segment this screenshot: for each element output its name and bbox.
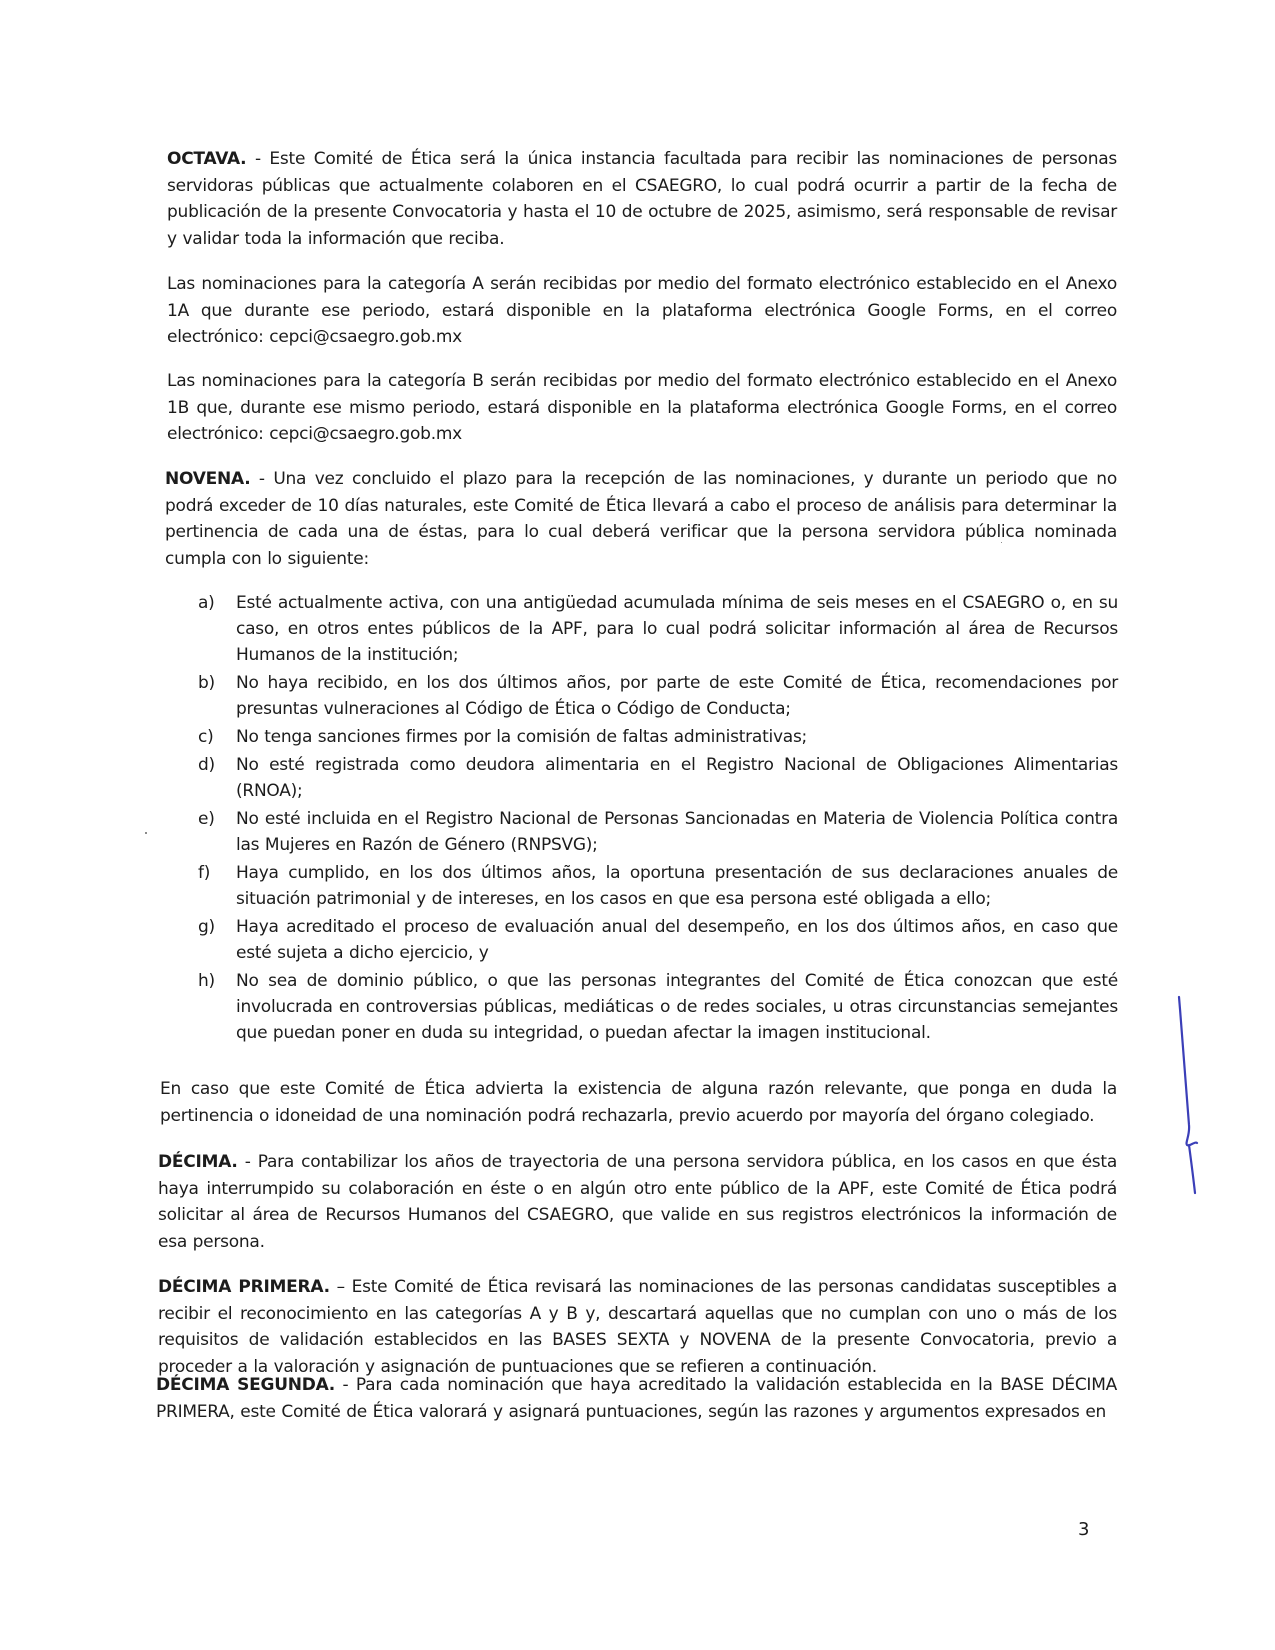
section-label: OCTAVA. [167,149,247,169]
section-decima [158,1149,1117,1255]
list-item-text: Esté actualmente activa, con una antigüedad acumulada mínima de seis meses en el CSAEGRO o, en su caso, en otros entes públicos de la APF, para lo cual podrá solicitar información al área de Recursos Humanos de la institución; [236,593,1118,665]
list-item-text: Haya acreditado el proceso de evaluación anual del desempeño, en los dos últimos años, en caso que esté sujeta a dicho ejercicio, y [236,917,1118,963]
scan-speck [1001,542,1002,543]
paragraph-text: Las nominaciones para la categoría A serán recibidas por medio del formato electrónico establecido en el Anexo 1A que durante ese periodo, estará disponible en la plataforma electrónica Google Forms, en el correo electrónico: cepci@csaegro.gob.mx [167,274,1117,347]
section-octava [167,146,1117,252]
list-marker: c) [198,727,214,747]
list-item-text: No haya recibido, en los dos últimos años, por parte de este Comité de Ética, recomendaciones por presuntas vulneraciones al Código de Ética o Código de Conducta; [236,673,1118,719]
list-item [198,806,1118,858]
list-marker: h) [198,971,215,991]
list-item-text: No esté registrada como deudora alimentaria en el Registro Nacional de Obligaciones Alimentarias (RNOA); [236,755,1118,801]
list-item [198,670,1118,722]
handwritten-initial-mark [1175,995,1215,1195]
list-marker: e) [198,809,215,829]
list-marker: d) [198,755,215,775]
section-label: DÉCIMA PRIMERA. [158,1277,330,1297]
list-item [198,968,1118,1046]
section-decima-segunda [156,1372,1117,1425]
section-text: - Para contabilizar los años de trayectoria de una persona servidora pública, en los casos en que ésta haya interrumpido su colaboración en éste o en algún otro ente público de la APF, este Comité de Ética podrá solicitar al área de Recursos Humanos del CSAEGRO, que valide en sus registros electrónicos la información de esa persona. [158,1152,1117,1252]
list-marker: g) [198,917,215,937]
paragraph-text: En caso que este Comité de Ética advierta la existencia de alguna razón relevante, que ponga en duda la pertinencia o idoneidad de una nominación podrá rechazarla, previo acuerdo por mayoría del órgano colegiado. [160,1079,1117,1126]
paragraph-en-caso [160,1076,1117,1129]
list-item-text: No sea de dominio público, o que las personas integrantes del Comité de Ética conozcan que esté involucrada en controversias públicas, mediáticas o de redes sociales, u otras circunstancias semejantes que puedan poner en duda su integridad, o puedan afectar la imagen institucional. [236,971,1118,1043]
paragraph-categoria-b [167,368,1117,448]
list-marker: f) [198,863,211,883]
list-item [198,914,1118,966]
list-item [198,752,1118,804]
section-text: - Una vez concluido el plazo para la recepción de las nominaciones, y durante un periodo que no podrá exceder de 10 días naturales, este Comité de Ética llevará a cabo el proceso de análisis para determinar la pertinencia de cada una de éstas, para lo cual deberá verificar que la persona servidora pública nominada cumpla con lo siguiente: [165,469,1117,569]
list-item [198,860,1118,912]
paragraph-categoria-a [167,271,1117,351]
section-label: DÉCIMA. [158,1152,238,1172]
list-item [198,724,1118,750]
section-decima-primera [158,1274,1117,1380]
section-novena [165,466,1117,572]
section-label: DÉCIMA SEGUNDA. [156,1375,336,1395]
page-number: 3 [1078,1519,1090,1540]
requirements-list [198,590,1118,1046]
paragraph-text: Las nominaciones para la categoría B serán recibidas por medio del formato electrónico establecido en el Anexo 1B que, durante ese mismo periodo, estará disponible en la plataforma electrónica Google Forms, en el correo electrónico: cepci@csaegro.gob.mx [167,371,1117,444]
list-item-text: Haya cumplido, en los dos últimos años, la oportuna presentación de sus declaraciones anuales de situación patrimonial y de intereses, en los casos en que esa persona esté obligada a ello; [236,863,1118,909]
section-label: NOVENA. [165,469,251,489]
scan-speck [145,832,147,834]
section-text: - Para cada nominación que haya acreditado la validación establecida en la BASE DÉCIMA PRIMERA, este Comité de Ética valorará y asignará puntuaciones, según las razones y argumentos expresados en [156,1375,1117,1422]
list-marker: a) [198,593,215,613]
section-text: - Este Comité de Ética será la única instancia facultada para recibir las nominaciones de personas servidoras públicas que actualmente colaboren en el CSAEGRO, lo cual podrá ocurrir a partir de la fecha de publicación de la presente Convocatoria y hasta el 10 de octubre de 2025, asimismo, será responsable de revisar y validar toda la información que reciba. [167,149,1117,249]
list-marker: b) [198,673,215,693]
list-item [198,590,1118,668]
ink-stroke [1179,997,1197,1193]
list-item-text: No tenga sanciones firmes por la comisión de faltas administrativas; [236,727,808,747]
section-text: – Este Comité de Ética revisará las nominaciones de las personas candidatas susceptibles a recibir el reconocimiento en las categorías A y B y, descartará aquellas que no cumplan con uno o más de los requisitos de validación establecidos en las BASES SEXTA y NOVENA de la presente Convocatoria, previo a proceder a la valoración y asignación de puntuaciones que se refieren a continuación. [158,1277,1117,1377]
list-item-text: No esté incluida en el Registro Nacional de Personas Sancionadas en Materia de Violencia Política contra las Mujeres en Razón de Género (RNPSVG); [236,809,1118,855]
